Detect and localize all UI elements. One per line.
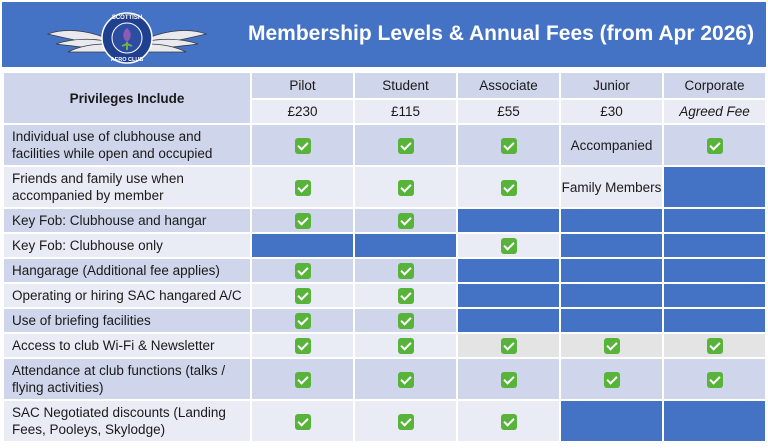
check-icon <box>398 138 414 154</box>
cell-student-included <box>354 166 457 208</box>
privilege-label: Key Fob: Clubhouse and hangar <box>3 208 251 233</box>
cell-pilot-included <box>251 308 354 333</box>
cell-corporate-not-included <box>663 400 766 442</box>
check-icon <box>707 372 723 388</box>
cell-associate-included <box>457 166 560 208</box>
check-icon <box>398 414 414 430</box>
check-icon <box>398 180 414 196</box>
table-row <box>3 283 766 308</box>
table-row <box>3 258 766 283</box>
check-icon <box>295 372 311 388</box>
cell-corporate-not-included <box>663 258 766 283</box>
privilege-label: Hangarage (Additional fee applies) <box>3 258 251 283</box>
check-icon <box>604 372 620 388</box>
check-icon <box>398 372 414 388</box>
check-icon <box>295 338 311 354</box>
cell-corporate-not-included <box>663 233 766 258</box>
membership-table <box>2 71 767 443</box>
cell-associate-not-included <box>457 308 560 333</box>
cell-student-included <box>354 283 457 308</box>
cell-student-included <box>354 333 457 358</box>
cell-corporate-not-included <box>663 283 766 308</box>
table-row <box>3 208 766 233</box>
check-icon <box>501 238 517 254</box>
privilege-label: Operating or hiring SAC hangared A/C <box>3 283 251 308</box>
cell-student-included <box>354 400 457 442</box>
check-icon <box>501 414 517 430</box>
check-icon <box>295 288 311 304</box>
cell-associate-included <box>457 333 560 358</box>
table-row <box>3 124 766 166</box>
cell-student-included <box>354 308 457 333</box>
check-icon <box>707 138 723 154</box>
fee-junior: £30 <box>560 99 663 124</box>
level-header-student: Student <box>354 72 457 99</box>
page-title: Membership Levels & Annual Fees (from Apr 2026) <box>248 22 755 45</box>
cell-pilot-included <box>251 283 354 308</box>
privilege-label: Individual use of clubhouse and facilities while open and occupied <box>3 124 251 166</box>
cell-junior-note: Family Members <box>560 166 663 208</box>
cell-pilot-included <box>251 258 354 283</box>
cell-student-included <box>354 208 457 233</box>
cell-pilot-included <box>251 400 354 442</box>
cell-pilot-included <box>251 124 354 166</box>
check-icon <box>295 138 311 154</box>
title-banner <box>2 2 766 69</box>
table-row <box>3 358 766 400</box>
cell-student-included <box>354 124 457 166</box>
cell-corporate-not-included <box>663 166 766 208</box>
cell-associate-included <box>457 124 560 166</box>
cell-corporate-not-included <box>663 308 766 333</box>
cell-junior-not-included <box>560 258 663 283</box>
cell-associate-included <box>457 400 560 442</box>
level-header-associate: Associate <box>457 72 560 99</box>
cell-corporate-not-included <box>663 208 766 233</box>
privilege-label: Use of briefing facilities <box>3 308 251 333</box>
check-icon <box>501 138 517 154</box>
level-header-corporate: Corporate <box>663 72 766 99</box>
privilege-label: SAC Negotiated discounts (Landing Fees, Pooleys, Skylodge) <box>3 400 251 442</box>
check-icon <box>398 213 414 229</box>
privileges-header: Privileges Include <box>3 72 251 124</box>
cell-junior-included <box>560 358 663 400</box>
cell-junior-not-included <box>560 400 663 442</box>
cell-pilot-included <box>251 358 354 400</box>
table-row <box>3 333 766 358</box>
privilege-label: Friends and family use when accompanied by member <box>3 166 251 208</box>
check-icon <box>398 288 414 304</box>
check-icon <box>501 372 517 388</box>
cell-corporate-included <box>663 358 766 400</box>
level-header-junior: Junior <box>560 72 663 99</box>
check-icon <box>501 180 517 196</box>
check-icon <box>398 263 414 279</box>
cell-student-included <box>354 258 457 283</box>
privilege-label: Access to club Wi-Fi & Newsletter <box>3 333 251 358</box>
privilege-label: Key Fob: Clubhouse only <box>3 233 251 258</box>
cell-student-included <box>354 358 457 400</box>
svg-text:AERO CLUB: AERO CLUB <box>110 57 144 63</box>
check-icon <box>295 414 311 430</box>
fee-pilot: £230 <box>251 99 354 124</box>
cell-junior-included <box>560 333 663 358</box>
check-icon <box>604 338 620 354</box>
check-icon <box>295 180 311 196</box>
cell-pilot-included <box>251 166 354 208</box>
cell-associate-included <box>457 358 560 400</box>
fee-student: £115 <box>354 99 457 124</box>
cell-junior-not-included <box>560 208 663 233</box>
table-row <box>3 308 766 333</box>
cell-junior-not-included <box>560 308 663 333</box>
cell-corporate-included <box>663 124 766 166</box>
check-icon <box>501 338 517 354</box>
fee-associate: £55 <box>457 99 560 124</box>
cell-junior-not-included <box>560 283 663 308</box>
level-header-pilot: Pilot <box>251 72 354 99</box>
thistle-wings-logo <box>46 8 208 64</box>
svg-text:SCOTTISH: SCOTTISH <box>111 15 143 21</box>
table-row <box>3 166 766 208</box>
cell-junior-note: Accompanied <box>560 124 663 166</box>
cell-junior-not-included <box>560 233 663 258</box>
table-row <box>3 400 766 442</box>
fee-corporate: Agreed Fee <box>663 99 766 124</box>
cell-associate-not-included <box>457 283 560 308</box>
check-icon <box>398 313 414 329</box>
check-icon <box>398 338 414 354</box>
cell-associate-included <box>457 233 560 258</box>
cell-student-not-included <box>354 233 457 258</box>
privilege-label: Attendance at club functions (talks / flying activities) <box>3 358 251 400</box>
cell-pilot-not-included <box>251 233 354 258</box>
check-icon <box>707 338 723 354</box>
cell-corporate-included <box>663 333 766 358</box>
cell-associate-not-included <box>457 208 560 233</box>
table-row <box>3 233 766 258</box>
check-icon <box>295 313 311 329</box>
cell-pilot-included <box>251 333 354 358</box>
cell-associate-not-included <box>457 258 560 283</box>
cell-pilot-included <box>251 208 354 233</box>
check-icon <box>295 263 311 279</box>
check-icon <box>295 213 311 229</box>
